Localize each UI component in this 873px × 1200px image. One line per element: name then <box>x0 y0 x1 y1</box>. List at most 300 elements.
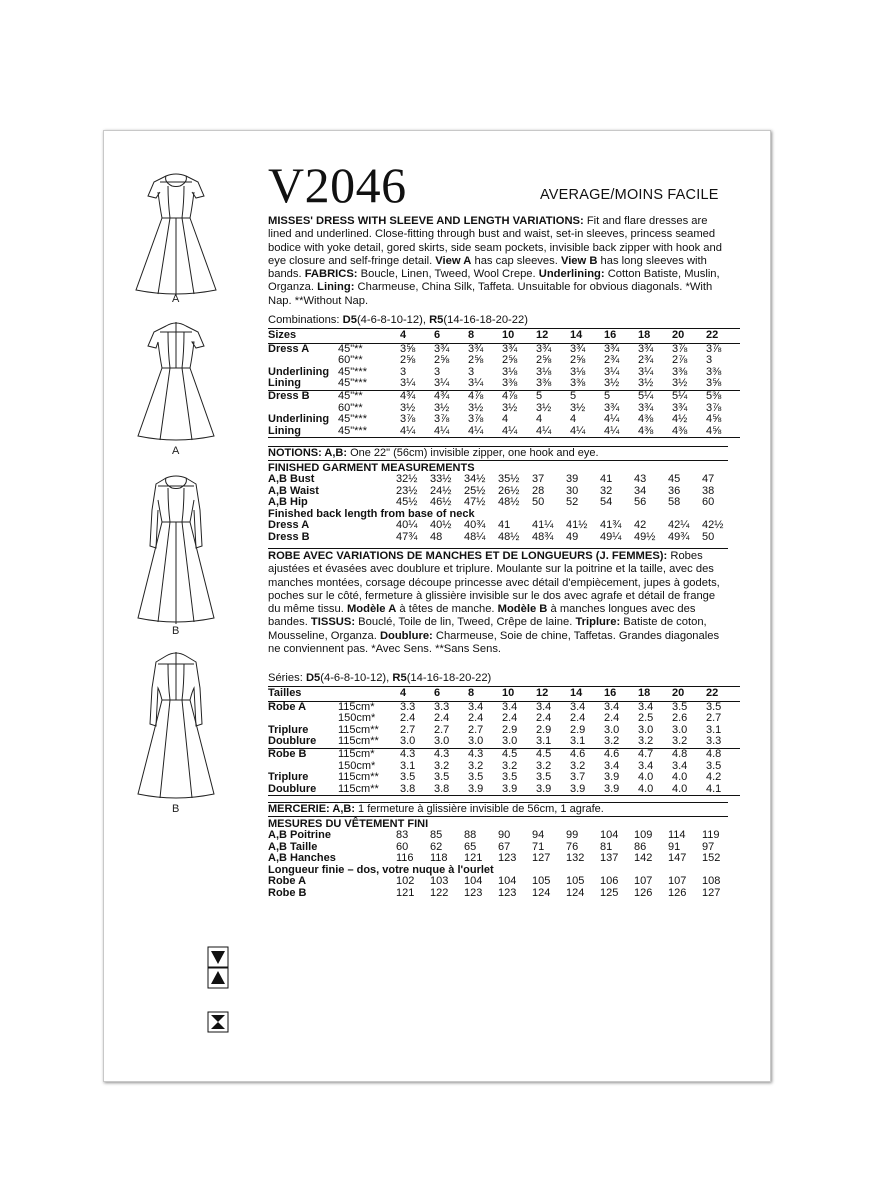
yardage-cell: 2.9 <box>536 723 552 736</box>
length-heading: Longueur finie – dos, votre nuque à l'ourlet <box>268 863 494 876</box>
yardage-cell: 4¼ <box>570 426 604 438</box>
measurement-cell: 102 <box>396 875 415 888</box>
measurement-cell: 104 <box>498 875 517 888</box>
yardage-cell: 3½ <box>604 377 620 390</box>
yardage-cell: 3.5 <box>536 771 552 784</box>
yardage-cell: 4.0 <box>672 771 688 784</box>
fabric-width: 45"** <box>338 390 400 402</box>
measurement-cell: 106 <box>600 875 619 888</box>
row-label: A,B Waist <box>268 484 319 497</box>
fabric-width: 150cm* <box>338 759 376 772</box>
measurement-cell: 124 <box>566 886 585 899</box>
yardage-cell: 2⅝ <box>400 354 416 367</box>
table-row <box>268 426 740 438</box>
yardage-cell: 2⅝ <box>502 354 518 367</box>
measurement-cell: 34½ <box>464 473 486 485</box>
measurement-cell: 88 <box>464 829 477 841</box>
figure-label: B <box>172 625 180 637</box>
yardage-cell: 3¾ <box>536 342 552 355</box>
size-column-header: 14 <box>570 687 604 702</box>
measurement-cell: 25½ <box>464 484 486 497</box>
measurement-cell: 48½ <box>498 496 520 509</box>
measurement-cell: 121 <box>396 886 415 899</box>
yardage-cell: 4 <box>502 413 509 426</box>
measurement-cell: 49½ <box>634 530 656 543</box>
measurement-cell: 123 <box>498 852 517 865</box>
measurement-cell: 48½ <box>498 530 520 543</box>
yardage-cell: 3⅛ <box>536 365 552 378</box>
row-label: Lining <box>268 426 338 438</box>
combo-d5-sizes-fr: (4-6-8-10-12), <box>320 672 393 684</box>
combo-r5-fr: R5 <box>392 672 407 684</box>
yardage-cell: 3½ <box>672 377 688 390</box>
yardage-cell: 2.4 <box>400 712 416 725</box>
measurement-cell: 40¼ <box>396 519 418 532</box>
size-column-header: 10 <box>502 329 536 344</box>
measurement-cell: 45 <box>668 473 681 485</box>
yardage-cell: 4.0 <box>672 784 706 796</box>
measurement-cell: 32 <box>600 484 613 497</box>
table-row <box>268 414 740 426</box>
yardage-cell: 2.7 <box>400 723 416 736</box>
yardage-cell: 4¼ <box>536 426 570 438</box>
finished-measurements-table-fr <box>268 830 736 900</box>
figure-label: B <box>172 803 180 815</box>
row-label: Dress A <box>268 519 310 532</box>
fabric-width: 45"** <box>338 342 363 355</box>
yardage-cell: 3.4 <box>570 700 586 713</box>
measurement-cell: 49¼ <box>600 530 622 543</box>
measurement-cell: 97 <box>702 840 715 853</box>
yardage-cell: 3.5 <box>672 700 688 713</box>
yardage-cell: 4.1 <box>706 784 740 796</box>
yardage-cell: 3.5 <box>400 771 416 784</box>
yardage-cell: 3⅞ <box>434 413 450 426</box>
yardage-cell: 3.1 <box>536 735 552 748</box>
size-column-header: 4 <box>400 329 434 344</box>
size-column-header: 20 <box>672 687 706 702</box>
yardage-cell: 4.0 <box>638 784 672 796</box>
measurement-cell: 142 <box>634 852 653 865</box>
notions-label-fr: MERCERIE: A,B: <box>268 803 355 815</box>
measurement-cell: 109 <box>634 829 653 841</box>
width-header <box>338 687 400 702</box>
description-en <box>268 215 728 308</box>
measurement-cell: 47 <box>702 473 715 485</box>
size-column-header: 20 <box>672 329 706 344</box>
yardage-cell: 4.3 <box>434 748 468 760</box>
measurement-cell: 147 <box>668 852 687 865</box>
yardage-cell: 2.7 <box>706 712 722 725</box>
measurement-cell: 104 <box>464 875 483 888</box>
yardage-cell: 3.2 <box>604 735 620 748</box>
measurement-cell: 108 <box>702 875 721 888</box>
measurement-cell: 26½ <box>498 484 520 497</box>
measurement-cell: 118 <box>430 852 448 865</box>
yardage-cell: 3.0 <box>638 723 654 736</box>
doublure-text: Charmeuse, Soie de chine, Taffetas. Grandes diagonales ne conviennent pas. *Avec Sens. **Sans Sens. <box>268 629 720 656</box>
combinations-en <box>268 314 528 326</box>
measurement-cell: 41 <box>498 519 511 532</box>
lining-label: Lining: <box>317 281 355 294</box>
yardage-cell: 4⅞ <box>468 390 502 402</box>
fabrics-text: Boucle, Linen, Tweed, Wool Crepe. <box>357 268 536 281</box>
difficulty-level: AVERAGE/MOINS FACILE <box>540 187 719 203</box>
yardage-cell: 4⅜ <box>638 413 654 426</box>
row-label: Robe A <box>268 700 307 713</box>
yardage-cell: 3¼ <box>468 377 484 390</box>
description-text-fr: Robes ajustées et évasées avec doublure et triplure. Moulante sur la poitrine et la taille, avec des manches montées, corsage découpe princesse avec détail d'empiècement, jupes à godets, poches sur le côté, fermeture à glissière invisible sur le dos avec agrafe et détail de frange du même tissu. <box>268 550 720 616</box>
triangle-up-icon <box>208 968 228 988</box>
yardage-cell: 3¼ <box>638 365 654 378</box>
yardage-cell: 3.4 <box>638 759 654 772</box>
measurement-cell: 60 <box>396 840 409 853</box>
yardage-cell: 3.8 <box>400 784 434 796</box>
yardage-cell: 3.1 <box>570 735 586 748</box>
yardage-cell: 3⅞ <box>468 413 484 426</box>
yardage-cell: 3.9 <box>604 784 638 796</box>
yardage-cell: 3.9 <box>502 784 536 796</box>
yardage-cell: 3.4 <box>672 759 688 772</box>
row-label: A,B Hip <box>268 496 308 509</box>
measurement-cell: 43 <box>634 473 647 485</box>
dress-a-back-illustration <box>128 318 224 443</box>
size-column-header: 22 <box>706 329 740 344</box>
notions-text-fr: 1 fermeture à glissière invisible de 56cm, 1 agrafe. <box>354 803 604 815</box>
measurement-cell: 114 <box>668 829 686 841</box>
yardage-cell: 2.4 <box>536 712 552 725</box>
yardage-cell: 3.1 <box>400 759 416 772</box>
yardage-cell: 3.7 <box>570 771 586 784</box>
measurement-cell: 83 <box>396 829 409 841</box>
fabric-width: 115cm** <box>338 723 379 736</box>
measurement-cell: 41¾ <box>600 519 622 532</box>
yardage-cell: 4.7 <box>638 748 672 760</box>
measurement-cell: 42¼ <box>668 519 690 532</box>
measurement-cell: 123 <box>464 886 483 899</box>
yardage-cell: 2⅝ <box>468 354 484 367</box>
yardage-cell: 3.0 <box>468 735 484 748</box>
yardage-cell: 3⅞ <box>672 342 688 355</box>
finished-measurements-heading-fr: MESURES DU VÊTEMENT FINI <box>268 816 728 830</box>
measurement-cell: 54 <box>600 496 613 509</box>
yardage-cell: 3.2 <box>638 735 654 748</box>
yardage-cell: 3⅜ <box>706 365 722 378</box>
figure-label: A <box>172 293 180 305</box>
yardage-cell: 5 <box>570 390 604 402</box>
yardage-cell: 3 <box>706 354 713 367</box>
yardage-cell: 3¾ <box>672 401 688 414</box>
table-row <box>268 888 736 900</box>
yardage-cell: 4.6 <box>604 748 638 760</box>
measurement-cell: 99 <box>566 829 579 841</box>
table-row <box>268 390 740 402</box>
size-column-header: 22 <box>706 687 740 702</box>
yardage-cell: 3¼ <box>604 365 620 378</box>
yardage-cell: 4.8 <box>706 748 740 760</box>
fabric-width: 60"** <box>338 354 363 367</box>
yardage-cell: 3.5 <box>706 759 722 772</box>
table-row <box>268 830 736 842</box>
yardage-cell: 2⅝ <box>434 354 450 367</box>
fabric-width: 45"*** <box>338 413 367 426</box>
size-column-header: 18 <box>638 687 672 702</box>
yardage-cell: 3.5 <box>502 771 518 784</box>
measurement-cell: 24½ <box>430 484 452 497</box>
description-text-fr: à têtes de manche. <box>396 603 498 616</box>
yardage-cell: 3.9 <box>604 771 620 784</box>
yardage-cell: 4⅜ <box>672 426 706 438</box>
hourglass-icon <box>208 1012 228 1032</box>
yardage-cell: 3.8 <box>434 784 468 796</box>
yardage-cell: 2.4 <box>468 712 484 725</box>
yardage-cell: 3½ <box>502 401 518 414</box>
measurement-cell: 94 <box>532 829 545 841</box>
yardage-cell: 2.4 <box>502 712 518 725</box>
description-fr <box>268 548 728 656</box>
yardage-cell: 4.3 <box>400 748 434 760</box>
sizes-header: Sizes <box>268 329 338 344</box>
combo-d5-fr: D5 <box>305 672 321 684</box>
yardage-cell: 3¾ <box>502 342 518 355</box>
finished-measurements-table-en <box>268 474 736 544</box>
yardage-table-en <box>268 328 740 438</box>
yardage-cell: 3.2 <box>570 759 586 772</box>
yardage-cell: 3¾ <box>468 342 484 355</box>
view-b-label: View B <box>560 254 598 267</box>
description-heading-fr: ROBE AVEC VARIATIONS DE MANCHES ET DE LONGUEURS (J. FEMMES): <box>268 550 668 562</box>
measurement-cell: 127 <box>532 852 551 865</box>
yardage-cell: 3.4 <box>638 700 654 713</box>
measurement-cell: 37 <box>532 473 545 485</box>
yardage-cell: 3.4 <box>536 700 552 713</box>
size-column-header: 18 <box>638 329 672 344</box>
row-label: Underlining <box>268 413 330 426</box>
yardage-cell: 2.4 <box>570 712 586 725</box>
underlining-text: Cotton Batiste, Muslin, Organza. <box>268 268 720 294</box>
measurement-cell: 47¾ <box>396 530 418 543</box>
fabrics-label: FABRICS: <box>304 268 358 281</box>
measurement-cell: 116 <box>396 852 414 865</box>
measurement-cell: 52 <box>566 496 579 509</box>
dress-a-front-illustration <box>128 168 224 298</box>
yardage-cell: 3¾ <box>604 342 620 355</box>
fabric-width: 115cm* <box>338 700 375 713</box>
measurement-cell: 71 <box>532 840 545 853</box>
row-label: Doublure <box>268 784 338 796</box>
tissus-text: Bouclé, Toile de lin, Tweed, Crêpe de laine. <box>355 616 576 629</box>
table-row <box>268 772 740 784</box>
table-row <box>268 736 740 748</box>
yardage-cell: 3⅝ <box>706 377 722 390</box>
measurement-cell: 47½ <box>464 496 486 509</box>
row-label: Lining <box>268 377 301 390</box>
measurement-cell: 85 <box>430 829 443 841</box>
row-label: A,B Poitrine <box>268 829 331 841</box>
notions-label: NOTIONS: A,B: <box>268 447 348 459</box>
yardage-cell: 4 <box>570 413 577 426</box>
measurement-cell: 49 <box>566 530 579 543</box>
description-text-fr: à manches longues avec des bandes. <box>268 603 696 629</box>
width-header <box>338 329 400 344</box>
size-column-header: 12 <box>536 687 570 702</box>
yardage-cell: 3½ <box>434 401 450 414</box>
table-row <box>268 474 736 486</box>
length-heading: Finished back length from base of neck <box>268 507 475 520</box>
yardage-cell: 5⅜ <box>706 390 740 402</box>
table-row <box>268 532 736 544</box>
yardage-cell: 3½ <box>400 401 416 414</box>
yardage-cell: 3 <box>400 365 407 378</box>
yardage-cell: 3¾ <box>570 342 586 355</box>
fabric-width: 150cm* <box>338 712 376 725</box>
yardage-cell: 4¼ <box>400 426 434 438</box>
yardage-cell: 3¾ <box>434 342 450 355</box>
measurement-cell: 124 <box>532 886 551 899</box>
measurement-cell: 49¾ <box>668 530 690 543</box>
fabric-width: 45"*** <box>338 377 367 390</box>
measurement-cell: 121 <box>464 852 483 865</box>
yardage-cell: 3 <box>434 365 441 378</box>
table-header-row <box>268 687 740 702</box>
description-text: has long sleeves with bands. <box>268 254 707 281</box>
measurement-cell: 41 <box>600 473 613 485</box>
row-label: Dress A <box>268 342 310 355</box>
yardage-cell: 3.4 <box>502 700 518 713</box>
size-column-header: 8 <box>468 329 502 344</box>
size-column-header: 6 <box>434 687 468 702</box>
yardage-cell: 5¼ <box>638 390 672 402</box>
combo-d5-sizes: (4-6-8-10-12), <box>356 314 430 326</box>
yardage-cell: 3.9 <box>536 784 570 796</box>
yardage-cell: 4⅞ <box>502 390 536 402</box>
yardage-cell: 3⅜ <box>672 365 688 378</box>
yardage-cell: 4.5 <box>502 748 536 760</box>
yardage-cell: 3.2 <box>536 759 552 772</box>
combo-r5-sizes-fr: (14-16-18-20-22) <box>406 672 492 684</box>
measurement-cell: 126 <box>668 886 687 899</box>
table-row <box>268 784 740 796</box>
size-column-header: 16 <box>604 687 638 702</box>
yardage-cell: 3⅝ <box>400 342 416 355</box>
lining-text: Charmeuse, China Silk, Taffeta. Unsuitable for obvious diagonals. *With Nap. **Without Nap. <box>268 281 713 307</box>
row-label: Triplure <box>268 771 309 784</box>
yardage-cell: 2.9 <box>570 723 586 736</box>
pattern-number: V2046 <box>268 157 407 213</box>
measurement-cell: 81 <box>600 840 613 853</box>
measurement-cell: 123 <box>498 886 517 899</box>
yardage-cell: 3.2 <box>502 759 518 772</box>
yardage-cell: 3½ <box>468 401 484 414</box>
yardage-cell: 2.6 <box>672 712 688 725</box>
yardage-cell: 3.0 <box>400 735 416 748</box>
measurement-cell: 41¼ <box>532 519 554 532</box>
yardage-cell: 2.7 <box>468 723 484 736</box>
combinations-label-fr: Séries: <box>268 672 306 684</box>
measurement-cell: 127 <box>702 886 721 899</box>
yardage-cell: 3⅞ <box>400 413 416 426</box>
yardage-cell: 3.9 <box>468 784 502 796</box>
figure-label: A <box>172 445 180 457</box>
fabric-width: 45"*** <box>338 365 367 378</box>
yardage-cell: 4¼ <box>604 426 638 438</box>
measurement-cell: 48¾ <box>532 530 554 543</box>
yardage-cell: 3.4 <box>604 700 620 713</box>
yardage-cell: 3 <box>468 365 475 378</box>
finished-measurements-heading-en: FINISHED GARMENT MEASUREMENTS <box>268 460 728 474</box>
yardage-cell: 3.5 <box>706 700 722 713</box>
yardage-cell: 3⅞ <box>706 401 722 414</box>
measurement-cell: 32½ <box>396 473 418 485</box>
row-label: Underlining <box>268 365 330 378</box>
measurement-cell: 42½ <box>702 519 724 532</box>
measurement-cell: 126 <box>634 886 653 899</box>
row-label: Robe A <box>268 875 307 888</box>
measurement-cell: 122 <box>430 886 449 899</box>
yardage-cell: 5¼ <box>672 390 706 402</box>
yardage-cell: 2⅞ <box>672 354 688 367</box>
combinations-label: Combinations: <box>268 314 343 326</box>
yardage-cell: 3⅞ <box>706 342 722 355</box>
model-a-label: Modèle A <box>346 603 397 616</box>
yardage-cell: 3⅜ <box>502 377 518 390</box>
yardage-cell: 2.7 <box>434 723 450 736</box>
tissus-label: TISSUS: <box>310 616 356 629</box>
measurement-cell: 50 <box>532 496 545 509</box>
measurement-cell: 137 <box>600 852 619 865</box>
sizes-header: Tailles <box>268 687 338 702</box>
measurement-cell: 30 <box>566 484 579 497</box>
yardage-cell: 2¾ <box>638 354 654 367</box>
measurement-cell: 107 <box>668 875 687 888</box>
row-label: A,B Hanches <box>268 852 336 865</box>
yardage-cell: 3.2 <box>434 759 450 772</box>
notions-text: One 22" (56cm) invisible zipper, one hook and eye. <box>347 447 599 459</box>
yardage-cell: 3½ <box>570 401 586 414</box>
measurement-cell: 39 <box>566 473 579 485</box>
yardage-cell: 4¼ <box>502 426 536 438</box>
measurement-cell: 56 <box>634 496 647 509</box>
yardage-cell: 4¼ <box>468 426 502 438</box>
yardage-cell: 3.3 <box>706 735 722 748</box>
yardage-cell: 3⅛ <box>502 365 518 378</box>
measurement-cell: 86 <box>634 840 647 853</box>
yardage-cell: 3¾ <box>638 401 654 414</box>
measurement-cell: 38 <box>702 484 715 497</box>
yardage-cell: 3.0 <box>502 735 518 748</box>
yardage-cell: 3.0 <box>434 735 450 748</box>
yardage-cell: 3.0 <box>672 723 688 736</box>
yardage-cell: 4⅝ <box>706 426 740 438</box>
combo-r5-sizes: (14-16-18-20-22) <box>443 314 528 326</box>
yardage-cell: 4¾ <box>400 390 434 402</box>
yardage-cell: 4.5 <box>536 748 570 760</box>
yardage-cell: 4.3 <box>468 748 502 760</box>
row-label: A,B Bust <box>268 473 315 485</box>
size-column-header: 16 <box>604 329 638 344</box>
yardage-cell: 3¼ <box>434 377 450 390</box>
row-label: Robe B <box>268 886 307 899</box>
row-label: Triplure <box>268 723 309 736</box>
dress-b-back-illustration <box>128 648 224 803</box>
underlining-label: Underlining: <box>538 268 605 281</box>
fabric-width: 115cm** <box>338 771 379 784</box>
fabric-width: 115cm** <box>338 784 400 796</box>
yardage-cell: 2.9 <box>502 723 518 736</box>
notions-fr <box>268 802 728 815</box>
measurement-cell: 119 <box>702 829 720 841</box>
row-label: Doublure <box>268 735 317 748</box>
